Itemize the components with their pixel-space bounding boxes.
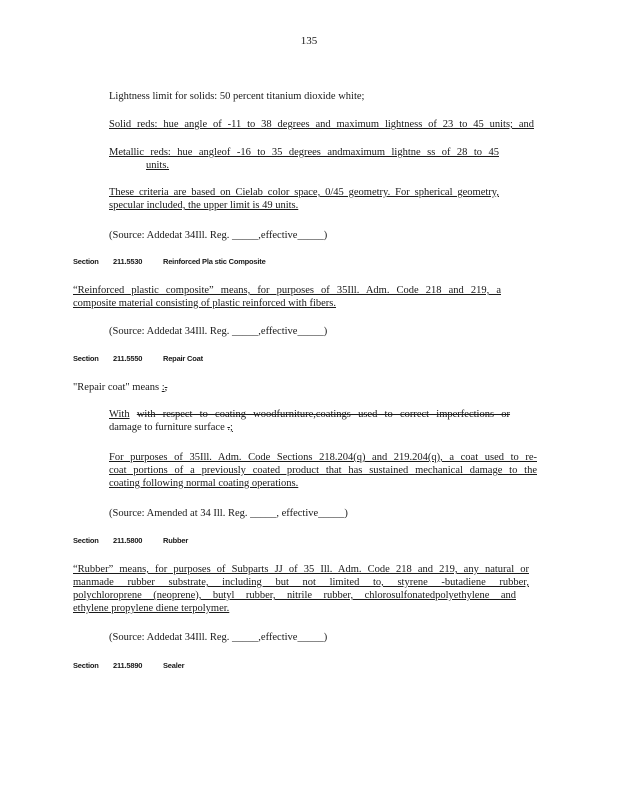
source-note <box>109 507 373 520</box>
source-note <box>109 631 345 644</box>
definition-rubber-continued <box>73 589 516 615</box>
deleted-punctuation: , <box>164 382 168 393</box>
paragraph-line: damage to furniture surface <box>109 422 225 433</box>
paragraph-line: Solid reds: hue angle of -11 to 38 degrees and maximum lightness of 23 to 45 units; and <box>109 119 534 130</box>
section-heading <box>73 536 203 545</box>
section-label: Section <box>73 661 99 670</box>
section-label: Section <box>73 536 99 545</box>
paragraph-lightness-limit <box>109 90 399 103</box>
paragraph-line: These criteria are based on Cielab color space, 0/45 geometry. For spherical geometry, <box>109 187 499 198</box>
section-label: Section <box>73 354 99 363</box>
section-number: 211.5530 <box>113 257 143 266</box>
source-note <box>109 325 345 338</box>
definition-reinforced-plastic-composite <box>73 284 501 310</box>
paragraph-line: Metallic reds: hue angleof -16 to 35 degrees andmaximum lightne ss of 28 to 45 <box>109 147 499 158</box>
paragraph-line: specular included, the upper limit is 49 units. <box>109 200 299 211</box>
paragraph-line: Lightness limit for solids: 50 percent titanium dioxide white; <box>109 91 365 102</box>
source-text: (Source: Addedat 34Ill. Reg. _____,effective_____) <box>109 326 328 337</box>
section-label: Section <box>73 257 99 266</box>
section-title: Rubber <box>163 536 189 545</box>
paragraph-line: polychloroprene (neoprene), butyl rubber, nitrile rubber, chlorosulfonatedpolyethylene and <box>73 590 516 601</box>
repair-coat-clause-wood-furniture-continued <box>109 421 233 434</box>
deleted-text: with respect to coating woodfurniture,coatings used to correct imperfections or <box>136 409 511 420</box>
section-number: 211.5550 <box>113 354 143 363</box>
paragraph-criteria <box>109 186 499 212</box>
paragraph-line: coating following normal coating operations. <box>109 478 299 489</box>
repair-coat-clause-wood-furniture <box>109 408 510 421</box>
paragraph-line: “Reinforced plastic composite” means, for purposes of 35Ill. Adm. Code 218 and 219, a <box>73 285 501 296</box>
source-text: (Source: Amended at 34 Ill. Reg. _____, effective_____) <box>109 508 348 519</box>
paragraph-line: manmade rubber substrate, including but not limited to, styrene -butadiene rubber, <box>73 577 529 588</box>
section-number: 211.5800 <box>113 536 143 545</box>
inserted-punctuation: ; <box>230 422 233 433</box>
paragraph-line: composite material consisting of plastic reinforced with fibers. <box>73 298 337 309</box>
inserted-text: With <box>109 409 130 420</box>
paragraph-line: coat portions of a previously coated product that has sustained mechanical damage to the <box>109 465 537 476</box>
source-text: (Source: Addedat 34Ill. Reg. _____,effective_____) <box>109 230 328 241</box>
section-title: Reinforced Pla stic Composite <box>163 257 266 266</box>
section-heading <box>73 354 203 363</box>
repair-coat-clause-recoat <box>109 451 537 490</box>
deleted-punctuation: . <box>227 422 230 433</box>
definition-rubber <box>73 563 529 589</box>
paragraph-line: units. <box>146 160 170 171</box>
paragraph-line: “Rubber” means, for purposes of Subparts JJ of 35 Ill. Adm. Code 218 and 219, any natural or <box>73 564 529 575</box>
section-heading <box>73 661 184 670</box>
source-note <box>109 229 345 242</box>
paragraph-solid-reds <box>109 118 534 131</box>
section-heading <box>73 257 317 266</box>
inserted-punctuation: : <box>161 382 165 393</box>
section-title: Repair Coat <box>163 354 203 363</box>
paragraph-line: For purposes of 35Ill. Adm. Code Sections 218.204(q) and 219.204(q), a coat used to re- <box>109 452 537 463</box>
section-title: Sealer <box>163 661 185 670</box>
source-text: (Source: Addedat 34Ill. Reg. _____,effective_____) <box>109 632 328 643</box>
paragraph-metallic-reds-continued <box>146 159 169 172</box>
paragraph-line: ethylene propylene diene terpolymer. <box>73 603 230 614</box>
definition-repair-coat <box>73 381 167 394</box>
section-number: 211.5890 <box>113 661 143 670</box>
paragraph-metallic-reds <box>109 146 499 159</box>
paragraph-line <box>109 408 510 421</box>
definition-term: "Repair coat" means <box>73 382 160 393</box>
page-number: 135 <box>300 35 318 47</box>
